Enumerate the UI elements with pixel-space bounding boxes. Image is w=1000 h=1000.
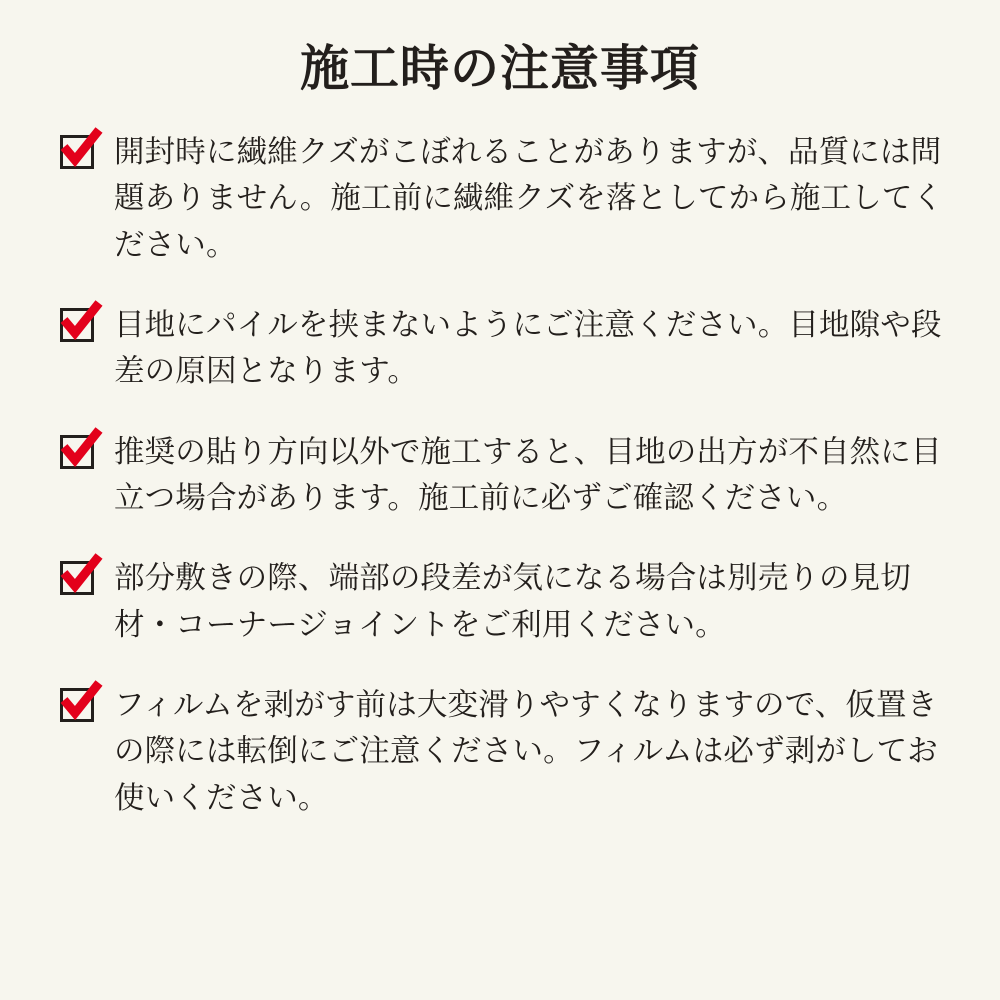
list-item-text: 目地にパイルを挟まないようにご注意ください。目地隙や段差の原因となります。 <box>114 307 942 389</box>
list-item <box>46 129 954 268</box>
list-item <box>46 302 954 395</box>
list-item-text: 部分敷きの際、端部の段差が気になる場合は別売りの見切材・コーナージョイントをご利用ください。 <box>114 561 911 642</box>
list-item-text: フィルムを剥がす前は大変滑りやすくなりますので、仮置きの際には転倒にご注意ください。フィルムは必ず剥がしてお使いください。 <box>114 688 938 815</box>
notice-list <box>46 129 954 821</box>
page-title: 施工時の注意事項 <box>300 42 700 96</box>
list-item-text: 開封時に繊維クズがこぼれることがありますが、品質には問題ありません。施工前に繊維クズを落としてから施工してください。 <box>114 134 944 262</box>
checkbox-checked-icon <box>60 688 100 728</box>
list-item <box>46 555 954 648</box>
checkbox-checked-icon <box>60 561 100 601</box>
list-item <box>46 682 954 821</box>
checkbox-checked-icon <box>60 308 100 348</box>
checkbox-checked-icon <box>60 135 100 175</box>
list-item <box>46 429 954 522</box>
checkbox-checked-icon <box>60 435 100 475</box>
list-item-text: 推奨の貼り方向以外で施工すると、目地の出方が不自然に目立つ場合があります。施工前に必ずご確認ください。 <box>114 434 942 515</box>
